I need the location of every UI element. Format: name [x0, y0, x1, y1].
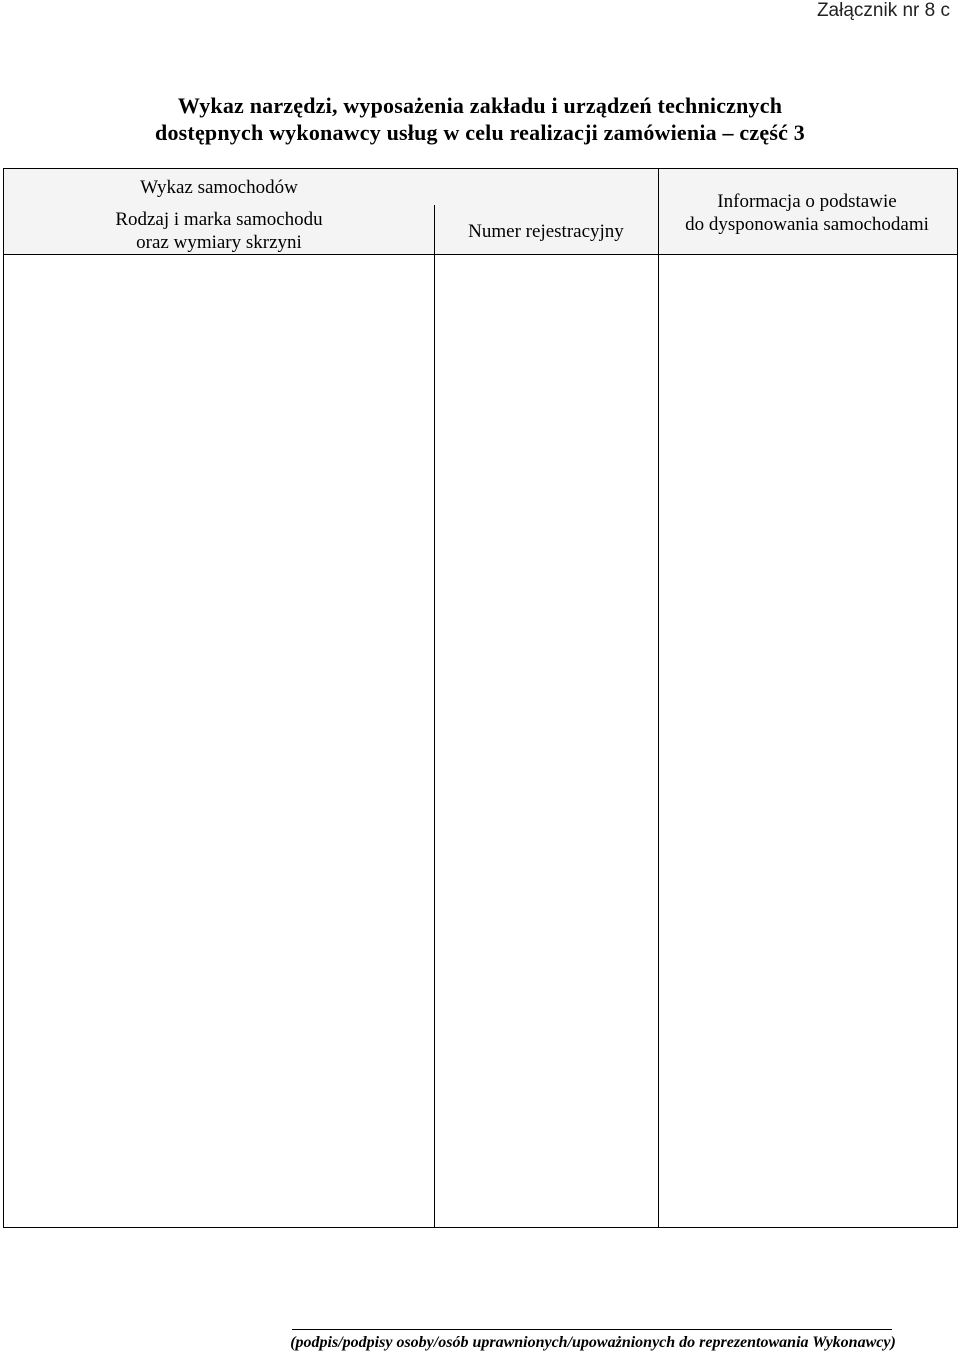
- signature-caption: (podpis/podpisy osoby/osób uprawnionych/upoważnionych do reprezentowania Wykonawcy): [290, 1334, 896, 1351]
- group-header: Wykaz samochodów: [140, 177, 298, 198]
- header-basis-info: [658, 190, 956, 236]
- column-divider-1: [434, 205, 435, 1227]
- title-line-1: Wykaz narzędzi, wyposażenia zakładu i urządzeń technicznych: [177, 93, 783, 118]
- header-basis-info-line-2: do dysponowania samochodami: [685, 214, 929, 235]
- document-title: [0, 92, 960, 146]
- header-vehicle-type-line-1: Rodzaj i marka samochodu: [115, 209, 323, 230]
- column-divider-2: [658, 169, 659, 1227]
- vehicles-table: [3, 168, 958, 1228]
- annex-label: Załącznik nr 8 c: [816, 0, 950, 21]
- header-basis-info-line-1: Informacja o podstawie: [717, 191, 897, 212]
- header-registration-number: Numer rejestracyjny: [468, 221, 624, 242]
- header-vehicle-type-line-2: oraz wymiary skrzyni: [136, 232, 302, 253]
- signature-line: [292, 1329, 892, 1330]
- title-line-2: dostępnych wykonawcy usług w celu realizacji zamówienia – część 3: [155, 120, 805, 145]
- table-header: [4, 169, 957, 255]
- header-vehicle-type: [4, 208, 434, 254]
